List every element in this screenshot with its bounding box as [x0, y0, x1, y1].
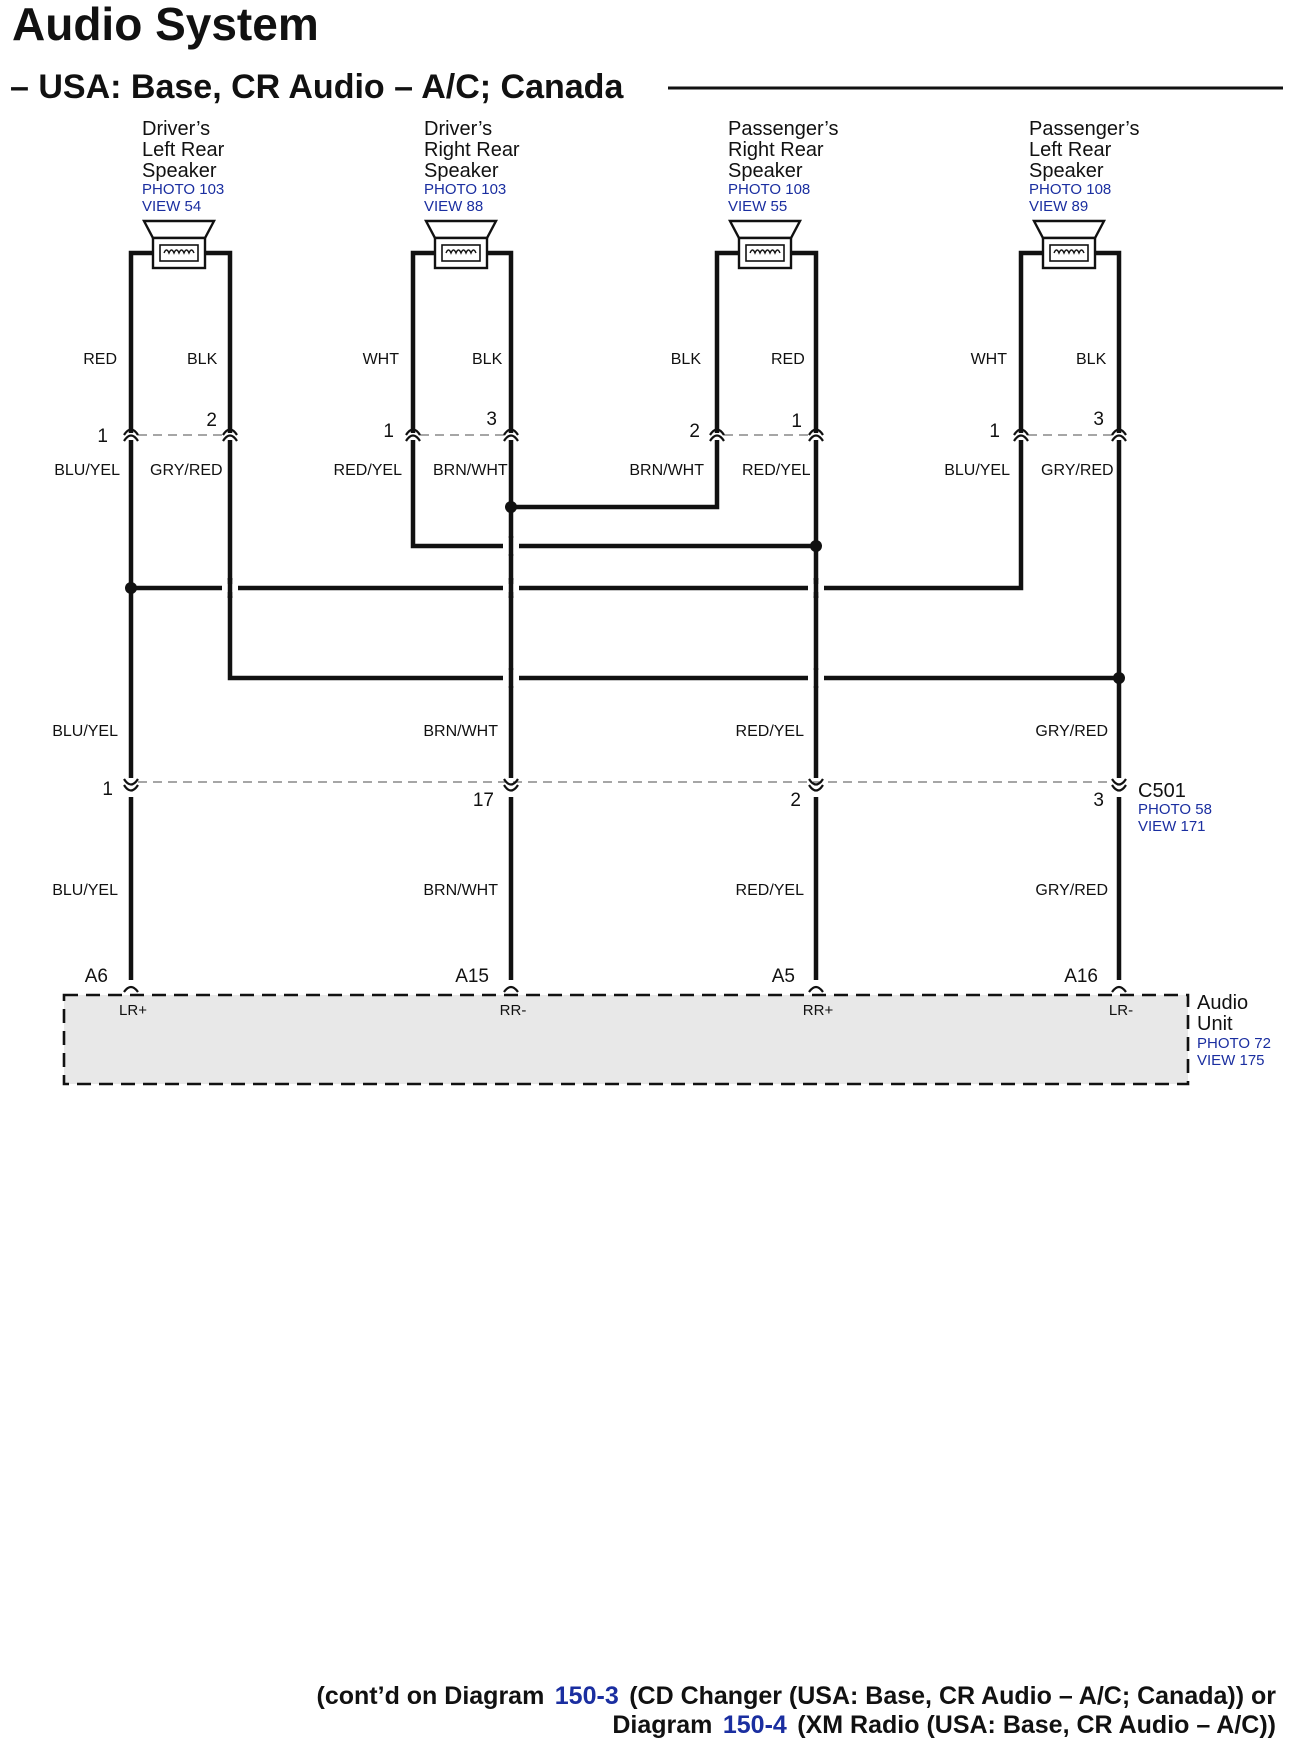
continuation-text: Diagram — [612, 1711, 713, 1739]
speaker-photo-ref[interactable]: PHOTO 108 — [1029, 181, 1112, 198]
connector-terminal — [504, 779, 518, 791]
splice-point — [125, 582, 137, 594]
speaker-name-line3: Speaker — [142, 160, 217, 182]
wire-color-label: RED/YEL — [742, 462, 811, 479]
speaker-icon — [426, 221, 496, 268]
speaker-name-line2: Right Rear — [728, 139, 824, 161]
wire-color-label: RED/YEL — [333, 462, 402, 479]
wire-color-label: BRN/WHT — [433, 462, 508, 479]
pin-number: 1 — [989, 421, 1000, 442]
speaker-photo-ref[interactable]: PHOTO 103 — [424, 181, 507, 198]
wire-spk2-right — [487, 253, 511, 433]
wire-color-label: GRY/RED — [1035, 723, 1108, 740]
unit-pin-label: A15 — [455, 966, 489, 987]
speaker-view-ref[interactable]: VIEW 88 — [424, 198, 484, 215]
wire-color-label: BRN/WHT — [629, 462, 704, 479]
speaker-icon — [730, 221, 800, 268]
wire-color-label: BLU/YEL — [52, 882, 118, 899]
wire-spk3-right — [791, 253, 816, 433]
wire-color-label: BRN/WHT — [423, 723, 498, 740]
speaker-passengers-left-rear — [1029, 118, 1139, 268]
splice-point — [1113, 672, 1125, 684]
wire-color-label: BRN/WHT — [423, 882, 498, 899]
connector-terminal — [809, 779, 823, 791]
connector-name: C501 — [1138, 780, 1186, 802]
pin-number: 2 — [206, 410, 217, 431]
continuation-text: (cont’d on Diagram — [316, 1682, 545, 1710]
diagram-link-150-4[interactable]: 150-4 — [722, 1711, 787, 1739]
pin-number: 1 — [383, 421, 394, 442]
wire-color-label: WHT — [970, 351, 1007, 368]
wire-spk1-right — [205, 253, 230, 433]
connector-photo-ref[interactable]: PHOTO 58 — [1138, 801, 1212, 818]
unit-pin-label: A16 — [1064, 966, 1098, 987]
page-subtitle: – USA: Base, CR Audio – A/C; Canada — [10, 68, 624, 106]
wire-color-label: BLU/YEL — [54, 462, 120, 479]
unit-pin-label: A6 — [84, 966, 108, 987]
terminal-name: LR- — [1108, 1002, 1134, 1019]
speaker-drivers-right-rear — [424, 118, 520, 268]
pin-number: 17 — [472, 790, 494, 811]
wire-color-label: GRY/RED — [150, 462, 223, 479]
continuation-text: (CD Changer (USA: Base, CR Audio – A/C; Canada)) or — [629, 1682, 1276, 1710]
audio-unit-view-ref[interactable]: VIEW 175 — [1197, 1052, 1265, 1069]
connector-c501 — [52, 723, 1212, 899]
connector-terminal — [124, 779, 138, 791]
wire-color-label: BLU/YEL — [52, 723, 118, 740]
pin-number: 3 — [486, 409, 497, 430]
speaker-view-ref[interactable]: VIEW 55 — [728, 198, 788, 215]
speaker-name-line2: Left Rear — [142, 139, 225, 161]
audio-unit-name-line1: Audio — [1197, 992, 1249, 1014]
connector-view-ref[interactable]: VIEW 171 — [1138, 818, 1206, 835]
speaker-name-line3: Speaker — [1029, 160, 1104, 182]
splice-point — [505, 501, 517, 513]
speaker-drivers-left-rear — [142, 118, 225, 268]
unit-terminal — [809, 987, 823, 992]
unit-terminal — [124, 987, 138, 992]
speaker-name-line3: Speaker — [728, 160, 803, 182]
wire-blu-yel-cross — [131, 440, 1021, 588]
wire-color-label: BLK — [187, 351, 218, 368]
terminal-name: RR- — [499, 1002, 527, 1019]
unit-pin-label: A5 — [771, 966, 795, 987]
connector-terminal — [1112, 779, 1126, 791]
pin-number: 1 — [102, 779, 113, 800]
speaker-photo-ref[interactable]: PHOTO 103 — [142, 181, 225, 198]
continuation-text: (XM Radio (USA: Base, CR Audio – A/C)) — [797, 1711, 1276, 1739]
audio-unit-name-line2: Unit — [1197, 1013, 1233, 1035]
continuation-line1 — [317, 1682, 1277, 1710]
wire-color-label: BLK — [472, 351, 503, 368]
speaker-icon — [1034, 221, 1104, 268]
speaker-name-line2: Left Rear — [1029, 139, 1112, 161]
wire-color-label: WHT — [362, 351, 399, 368]
pin-number: 1 — [97, 426, 108, 447]
pin-number: 1 — [791, 411, 802, 432]
terminal-name: RR+ — [802, 1002, 834, 1019]
speaker-passengers-right-rear — [728, 118, 838, 268]
terminal-name: LR+ — [119, 1002, 147, 1019]
wire-color-label: BLK — [1076, 351, 1107, 368]
speaker-connectors — [124, 430, 1126, 442]
speaker-view-ref[interactable]: VIEW 54 — [142, 198, 202, 215]
speaker-icon — [144, 221, 214, 268]
audio-unit — [64, 966, 1271, 1084]
pin-number: 3 — [1093, 409, 1104, 430]
wire-red-yel-cross — [413, 440, 818, 546]
wire-color-label: RED/YEL — [735, 882, 804, 899]
continuation-line2 — [612, 1711, 1276, 1739]
speaker-name-line1: Passenger’s — [1029, 118, 1140, 140]
wire-color-label: BLU/YEL — [944, 462, 1010, 479]
wire-spk4-right — [1095, 253, 1119, 433]
pin-number: 2 — [689, 421, 700, 442]
wire-color-label: GRY/RED — [1035, 882, 1108, 899]
unit-terminal — [1112, 987, 1126, 992]
audio-unit-photo-ref[interactable]: PHOTO 72 — [1197, 1035, 1271, 1052]
pin-number: 3 — [1093, 790, 1104, 811]
speaker-view-ref[interactable]: VIEW 89 — [1029, 198, 1089, 215]
wire-spk2-left — [413, 253, 436, 433]
wire-color-label: GRY/RED — [1041, 462, 1114, 479]
speaker-name-line2: Right Rear — [424, 139, 520, 161]
wire-color-label: RED — [771, 351, 805, 368]
speaker-name-line1: Driver’s — [142, 118, 211, 140]
wire-spk3-left — [717, 253, 740, 433]
page-title: Audio System — [12, 0, 319, 50]
wire-color-label: RED/YEL — [735, 723, 804, 740]
diagram-link-150-3[interactable]: 150-3 — [554, 1682, 619, 1710]
speaker-name-line1: Passenger’s — [728, 118, 839, 140]
speaker-name-line1: Driver’s — [424, 118, 493, 140]
speaker-photo-ref[interactable]: PHOTO 108 — [728, 181, 811, 198]
continuation-note — [317, 1682, 1277, 1739]
pin-number: 2 — [790, 790, 801, 811]
splice-point — [810, 540, 822, 552]
unit-terminal — [504, 987, 518, 992]
wire-spk1-left — [131, 253, 154, 433]
audio-unit-box — [64, 995, 1188, 1084]
speaker-name-line3: Speaker — [424, 160, 499, 182]
wire-color-label: RED — [83, 351, 117, 368]
wire-spk4-left — [1021, 253, 1044, 433]
wire-color-label: BLK — [670, 351, 701, 368]
